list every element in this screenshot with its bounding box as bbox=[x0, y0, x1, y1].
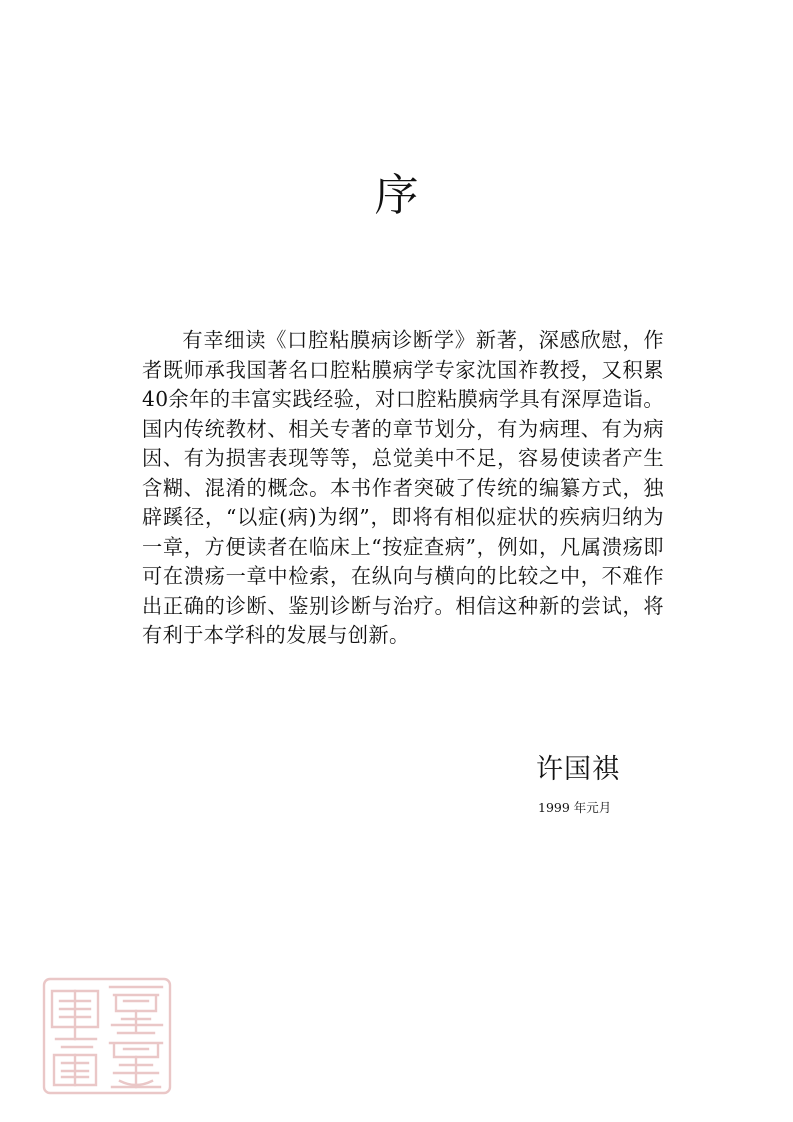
author-signature: 许国祺 bbox=[536, 754, 620, 785]
signature-date: 1999 年元月 bbox=[538, 800, 612, 815]
library-seal-stamp-icon bbox=[42, 977, 172, 1095]
page-title: 序 bbox=[374, 170, 419, 221]
preface-paragraph: 有幸细读《口腔粘膜病诊断学》新著，深感欣慰，作者既师承我国著名口腔粘膜病学专家沈国祚教授，又积累40余年的丰富实践经验，对口腔粘膜病学具有深厚造诣。国内传统教材、相关专著的章节划分，有为病理、有为病因、有为损害表现等等，总觉美中不足，容易使读者产生含糊、混淆的概念。本书作者突破了传统的编纂方式，独辟蹊径，“以症(病)为纲”，即将有相似症状的疾病归纳为一章，方便读者在临床上“按症查病”，例如，凡属溃疡即可在溃疡一章中检索，在纵向与横向的比较之中，不难作出正确的诊断、鉴别诊断与治疗。相信这种新的尝试，将有利于本学科的发展与创新。 bbox=[142, 328, 664, 647]
